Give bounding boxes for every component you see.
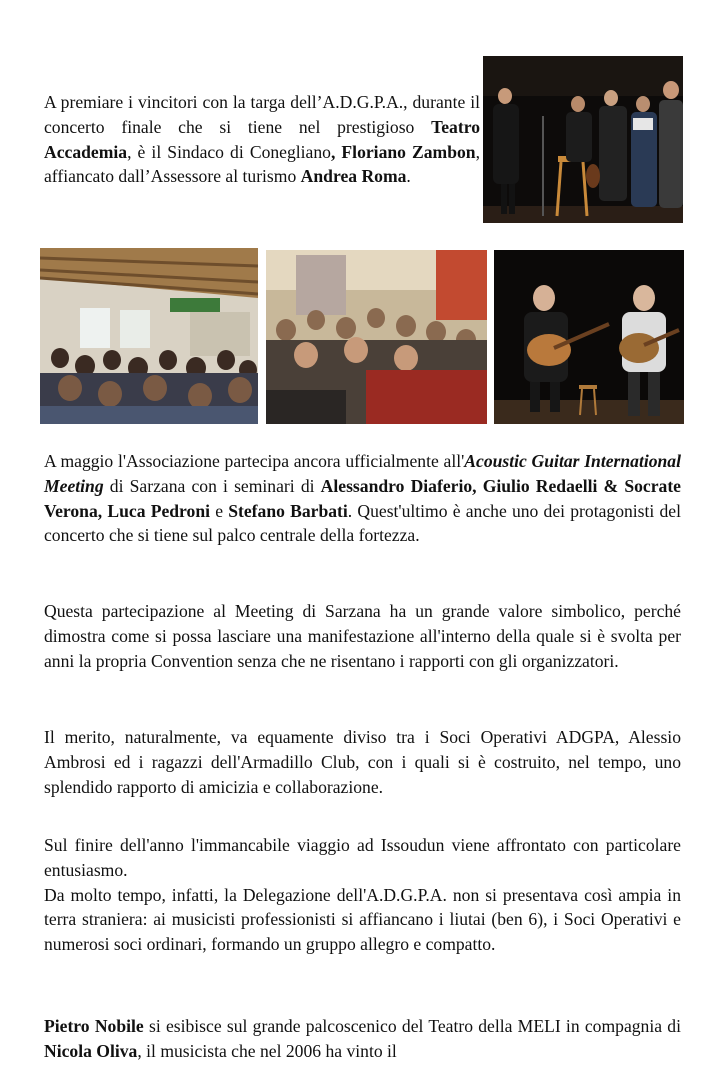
seminar-hall-photo xyxy=(40,248,258,424)
text-segment: di Sarzana con i seminari di xyxy=(103,475,321,496)
text-segment: Sul finire dell'anno l'immancabile viaggio ad Issoudun viene affrontato con particolare entusiasmo. xyxy=(44,835,681,880)
stage-award-photo xyxy=(483,56,683,223)
paragraph-merit: Il merito, naturalmente, va equamente diviso tra i Soci Operativi ADGPA, Alessio Ambrosi ed i ragazzi dell'Armadillo Club, con i quali si è costruito, nel tempo, uno splendido rapporto di amicizia e collaborazione. xyxy=(44,727,681,797)
bold-andrea-roma: Andrea Roma xyxy=(300,166,407,187)
text-segment: , è il Sindaco di Conegliano xyxy=(127,141,331,162)
paragraph-sarzana-meeting xyxy=(44,449,681,548)
bold-pietro-nobile: Pietro Nobile xyxy=(44,1016,144,1036)
bold-floriano-zambon: , Floriano Zambon xyxy=(330,141,476,162)
bold-nicola-oliva: Nicola Oliva xyxy=(44,1040,138,1061)
text-segment: si esibisce sul grande palcoscenico del Teatro della MELI in compagnia di xyxy=(143,1016,681,1036)
bold-italic-event-name: Acoustic Guitar International Meeting xyxy=(44,451,681,496)
text-segment: . Quest'ultimo è anche uno dei protagonisti del concerto che si tiene sul palco centrale della fortezza. xyxy=(44,500,681,546)
bold-teatro-accademia: Teatro Accademia xyxy=(44,116,480,162)
text-segment: e xyxy=(210,500,229,521)
text-segment: A premiare i vincitori con la targa dell’A.D.G.P.A., durante il concerto finale che si tiene nel prestigioso xyxy=(44,92,480,137)
audience-photo xyxy=(266,250,487,424)
bold-stefano-barbati: Stefano Barbati xyxy=(228,500,348,521)
paragraph-pietro-nobile xyxy=(44,1014,681,1064)
text-segment: , il musicista che nel 2006 ha vinto il xyxy=(137,1040,397,1061)
paragraph-issoudun-trip xyxy=(44,833,681,957)
paragraph-symbolic-value: Questa partecipazione al Meeting di Sarzana ha un grande valore simbolico, perché dimostra come si possa lasciare una manifestazione all'interno della quale si è svolta per anni la propria Convention senza che ne risentano i rapporti con gli organizzatori. xyxy=(44,601,681,671)
text-segment: . xyxy=(406,166,411,187)
text-segment: Da molto tempo, infatti, la Delegazione dell'A.D.G.P.A. non si presentava così ampia in terra straniera: ai musicisti professionisti si affiancano i liutai (ben 6), i Soci Operativi e numerosi soci ordinari, formando un gruppo allegro e compatto. xyxy=(44,884,681,955)
paragraph-award-ceremony xyxy=(44,90,480,189)
text-segment: A maggio l'Associazione partecipa ancora ufficialmente all' xyxy=(44,451,465,471)
bold-seminar-names: Alessandro Diaferio, Giulio Redaelli & Socrate Verona, Luca Pedroni xyxy=(44,475,681,521)
text-segment: , affiancato dall’Assessore al turismo xyxy=(44,141,480,187)
guitar-duo-photo xyxy=(494,250,684,424)
